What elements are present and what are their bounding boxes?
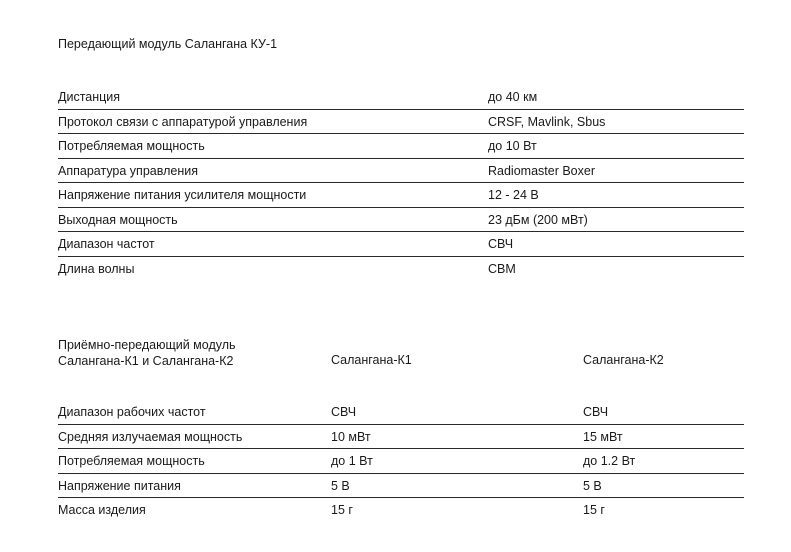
- row-value-k1: до 1 Вт: [331, 454, 373, 468]
- row-label: Дистанция: [58, 90, 121, 104]
- row-label: Потребляемая мощность: [58, 454, 205, 468]
- table-row: [58, 110, 744, 135]
- section1-title: Передающий модуль Салангана КУ-1: [58, 37, 278, 51]
- row-value: CRSF, Mavlink, Sbus: [488, 114, 606, 129]
- row-label: Выходная мощность: [58, 212, 178, 227]
- row-value-k2: до 1.2 Вт: [583, 454, 636, 468]
- row-value-k1: СВЧ: [331, 405, 357, 419]
- table-row: [58, 183, 744, 208]
- column-header-k2: Салангана-К2: [583, 353, 664, 367]
- row-label: Диапазон рабочих частот: [58, 405, 206, 419]
- row-label: Аппаратура управления: [58, 163, 198, 178]
- table-row: [58, 400, 744, 425]
- row-value-k1: 5 В: [331, 478, 350, 493]
- section2-title-line2: Салангана-К1 и Салангана-К2: [58, 354, 234, 368]
- row-value: до 10 Вт: [488, 139, 537, 153]
- row-value-k1: 10 мВт: [331, 429, 371, 444]
- row-value: до 40 км: [488, 90, 538, 104]
- row-value-k2: 5 В: [583, 478, 602, 493]
- row-label: Средняя излучаемая мощность: [58, 429, 243, 444]
- row-value-k2: СВЧ: [583, 405, 609, 419]
- table-row: [58, 208, 744, 233]
- row-value-k2: 15 мВт: [583, 429, 623, 444]
- row-label: Потребляемая мощность: [58, 139, 205, 153]
- row-label: Протокол связи с аппаратурой управления: [58, 114, 308, 129]
- row-value: СВЧ: [488, 237, 514, 251]
- table-row: [58, 449, 744, 474]
- row-value-k2: 15 г: [583, 503, 605, 517]
- row-label: Масса изделия: [58, 503, 146, 517]
- row-label: Длина волны: [58, 261, 135, 276]
- spec-table-k1-k2: [58, 400, 744, 523]
- section2-title: [58, 337, 236, 369]
- row-label: Диапазон частот: [58, 237, 155, 251]
- row-label: Напряжение питания: [58, 478, 181, 493]
- row-value: Radiomaster Boxer: [488, 163, 595, 178]
- table-row: [58, 159, 744, 184]
- row-value: СВМ: [488, 261, 516, 276]
- column-header-k1: Салангана-К1: [331, 353, 412, 367]
- row-value: 12 - 24 В: [488, 188, 539, 202]
- row-label: Напряжение питания усилителя мощности: [58, 188, 307, 202]
- row-value: 23 дБм (200 мВт): [488, 212, 588, 227]
- table-row: [58, 498, 744, 523]
- table-row: [58, 257, 744, 282]
- section2-title-line1: Приёмно-передающий модуль: [58, 338, 236, 352]
- table-row: [58, 85, 744, 110]
- spec-table-ku1: [58, 85, 744, 281]
- table-row: [58, 232, 744, 257]
- table-row: [58, 134, 744, 159]
- row-value-k1: 15 г: [331, 503, 353, 517]
- table-row: [58, 425, 744, 450]
- table-row: [58, 474, 744, 499]
